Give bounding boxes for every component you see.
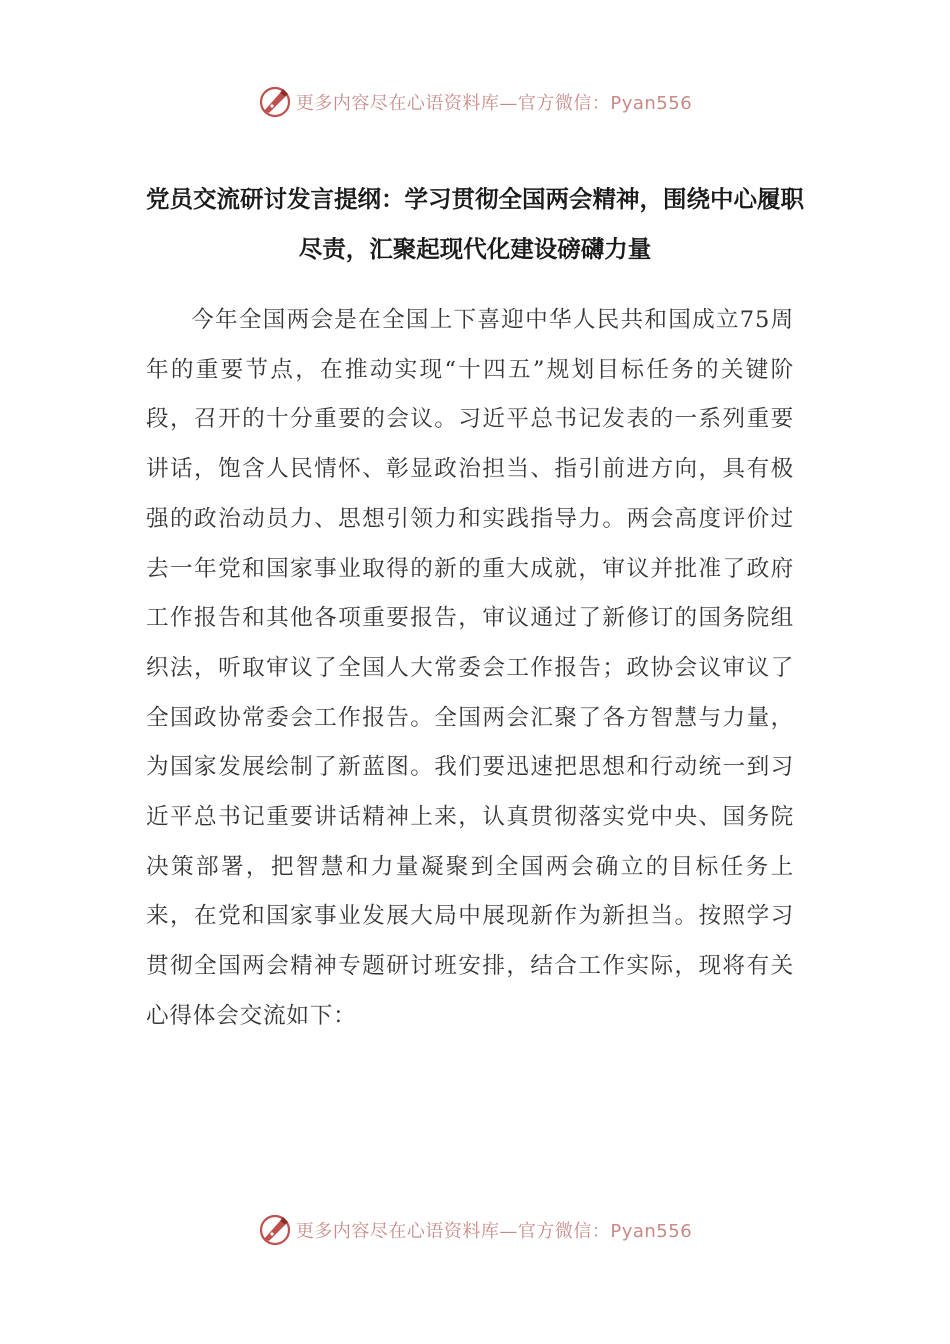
header-banner <box>0 82 950 122</box>
banner-label: 更多内容尽在心语资料库—官方微信：Pyan556 <box>295 93 693 114</box>
pen-nib-circle-icon <box>258 1213 292 1247</box>
body-paragraph: 今年全国两会是在全国上下喜迎中华人民共和国成立75周年的重要节点，在推动实现“十四五”规划目标任务的关键阶段，召开的十分重要的会议。习近平总书记发表的一系列重要讲话，饱含人民情怀、彰显政治担当、指引前进方向，具有极强的政治动员力、思想引领力和实践指导力。两会高度评价过去一年党和国家事业取得的新的重大成就，审议并批准了政府工作报告和其他各项重要报告，审议通过了新修订的国务院组织法，听取审议了全国人大常委会工作报告；政协会议审议了全国政协常委会工作报告。全国两会汇聚了各方智慧与力量，为国家发展绘制了新蓝图。我们要迅速把思想和行动统一到习近平总书记重要讲话精神上来，认真贯彻落实党中央、国务院决策部署，把智慧和力量凝聚到全国两会确立的目标任务上来，在党和国家事业发展大局中展现新作为新担当。按照学习贯彻全国两会精神专题研讨班安排，结合工作实际，现将有关心得体会交流如下： <box>146 307 794 1029</box>
wechat-id: Pyan556 <box>610 1221 693 1242</box>
document-title: 党员交流研讨发言提纲：学习贯彻全国两会精神，围绕中心履职尽责，汇聚起现代化建设磅礴力量 <box>146 185 804 263</box>
banner-label: 更多内容尽在心语资料库—官方微信：Pyan556 <box>295 1221 693 1242</box>
pen-nib-circle-icon <box>258 85 292 119</box>
footer-banner <box>0 1210 950 1250</box>
wechat-id: Pyan556 <box>610 93 693 114</box>
